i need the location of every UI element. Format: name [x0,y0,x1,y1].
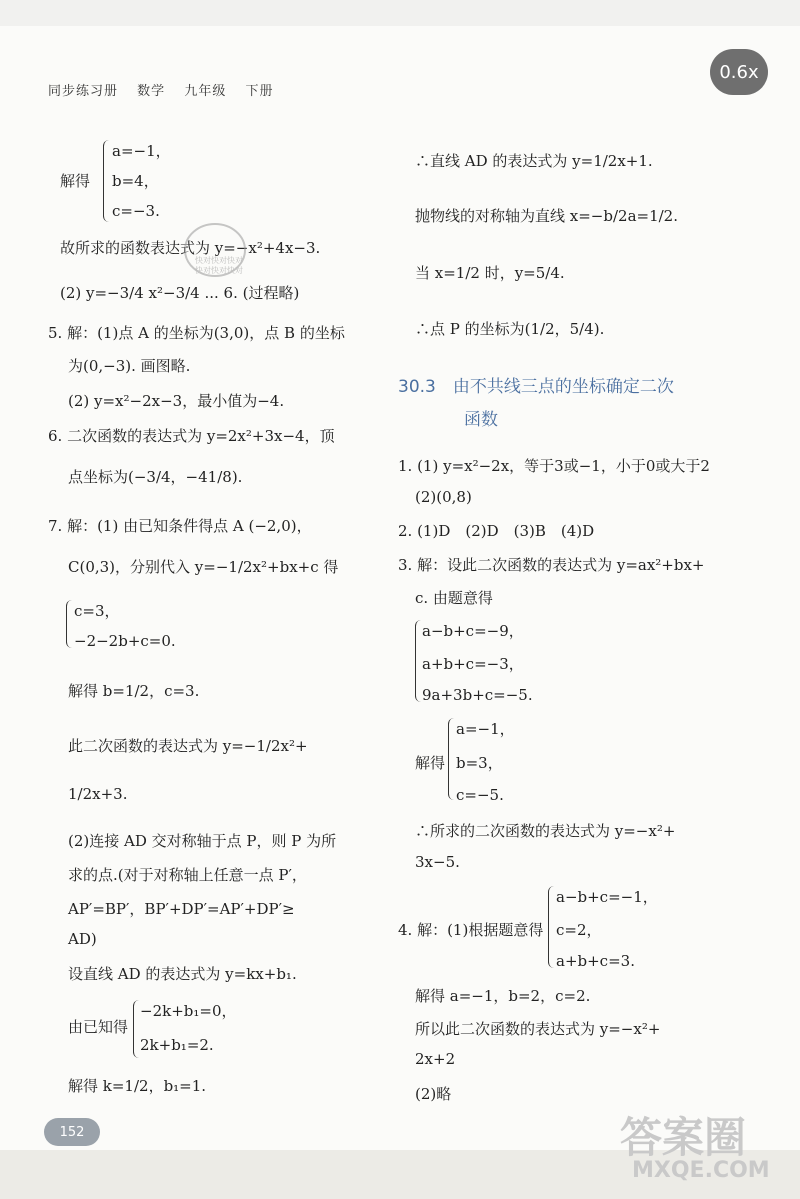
left-line: 求的点.(对于对称轴上任意一点 P′， [68,866,307,884]
right-line: 所以此二次函数的表达式为 y=−x²+ [415,1020,661,1038]
right-line: (2)(0,8) [415,488,472,506]
right-line: 当 x=1/2 时，y=5/4. [415,264,565,282]
left-line: −2k+b₁=0， [140,1002,237,1020]
right-line: a+b+c=−3， [422,655,524,673]
right-line: b=3， [456,754,503,772]
left-line: a=−1， [112,142,171,160]
left-line: c=−3. [112,202,160,220]
left-line: 2k+b₁=2. [140,1036,214,1054]
section-title-cont: 函数 [464,410,498,430]
left-line: 5. 解：(1)点 A 的坐标为(3,0)，点 B 的坐标 [48,324,345,342]
top-bar [0,0,800,26]
left-line: 7. 解：(1) 由已知条件得点 A (−2,0)， [48,517,312,535]
running-header [48,80,287,99]
equation-brace [133,1000,140,1058]
right-line: ∴所求的二次函数的表达式为 y=−x²+ [415,822,676,840]
right-line: a−b+c=−9， [422,622,524,640]
right-line: 3x−5. [415,853,460,871]
equation-brace [66,600,73,648]
right-line: c. 由题意得 [415,589,493,607]
right-line: a=−1， [456,720,515,738]
stamp-line-1: 快对快对快对 [195,256,243,265]
left-line: 解得 b=1/2，c=3. [68,682,200,700]
left-line: 故所求的函数表达式为 y=−x²+4x−3. [60,239,321,257]
left-line: 解得 k=1/2，b₁=1. [68,1077,207,1095]
right-line: c=−5. [456,786,504,804]
right-line: 3. 解：设此二次函数的表达式为 y=ax²+bx+ [398,556,705,574]
right-line: 2. (1)D (2)D (3)B (4)D [398,522,595,540]
stamp-line-2: 快对快对快对 [195,266,243,275]
header-volume: 下册 [245,84,274,99]
header-grade: 九年级 [184,84,227,99]
left-line: 设直线 AD 的表达式为 y=kx+b₁. [68,965,297,983]
right-line: ∴直线 AD 的表达式为 y=1/2x+1. [415,152,653,170]
right-line: ∴点 P 的坐标为(1/2，5/4). [415,320,605,338]
left-line: −2−2b+c=0. [74,632,176,650]
header-subject: 数学 [137,84,166,99]
left-line: C(0,3)，分别代入 y=−1/2x²+bx+c 得 [68,558,339,576]
right-line: 1. (1) y=x²−2x，等于3或−1，小于0或大于2 [398,457,710,475]
page-number: 152 [44,1118,100,1146]
playback-speed-button[interactable]: 0.6x [710,49,768,95]
left-line: c=3， [74,602,120,620]
equation-brace [448,718,455,800]
left-line: 解得 [60,172,91,190]
right-line: 解得 a=−1，b=2，c=2. [415,987,591,1005]
left-line: (2) y=−3/4 x²−3/4 ... 6. (过程略) [60,284,300,302]
left-line: AP′=BP′，BP′+DP′=AP′+DP′≥ [68,900,295,918]
right-line: a+b+c=3. [556,952,635,970]
watermark-logo: 答案圈 [620,1113,747,1162]
right-line: c=2， [556,921,602,939]
right-line: 2x+2 [415,1050,456,1068]
equation-brace [548,886,555,968]
right-line: a−b+c=−1， [556,888,658,906]
right-line: (2)略 [415,1085,452,1103]
left-line: (2)连接 AD 交对称轴于点 P，则 P 为所 [68,832,337,850]
equation-brace [103,140,110,222]
left-line: (2) y=x²−2x−3，最小值为−4. [68,392,285,410]
left-line: 1/2x+3. [68,785,128,803]
left-line: 6. 二次函数的表达式为 y=2x²+3x−4，顶 [48,427,335,445]
stamp-watermark-icon [165,205,275,285]
left-line: AD) [68,930,97,948]
right-line: 解得 [415,754,446,772]
left-line: 由已知得 [68,1018,129,1036]
left-line: 点坐标为(−3/4，−41/8). [68,468,243,486]
left-line: 此二次函数的表达式为 y=−1/2x²+ [68,737,308,755]
right-line: 4. 解：(1)根据题意得 [398,921,544,939]
right-line: 9a+3b+c=−5. [422,686,533,704]
watermark-site: MXQE.COM [632,1158,770,1183]
left-line: b=4， [112,172,159,190]
section-title: 30.3 由不共线三点的坐标确定二次 [398,377,674,397]
header-book: 同步练习册 [48,84,119,99]
right-line: 抛物线的对称轴为直线 x=−b/2a=1/2. [415,207,678,225]
left-line: 为(0,−3). 画图略. [68,357,191,375]
equation-brace [415,620,422,702]
